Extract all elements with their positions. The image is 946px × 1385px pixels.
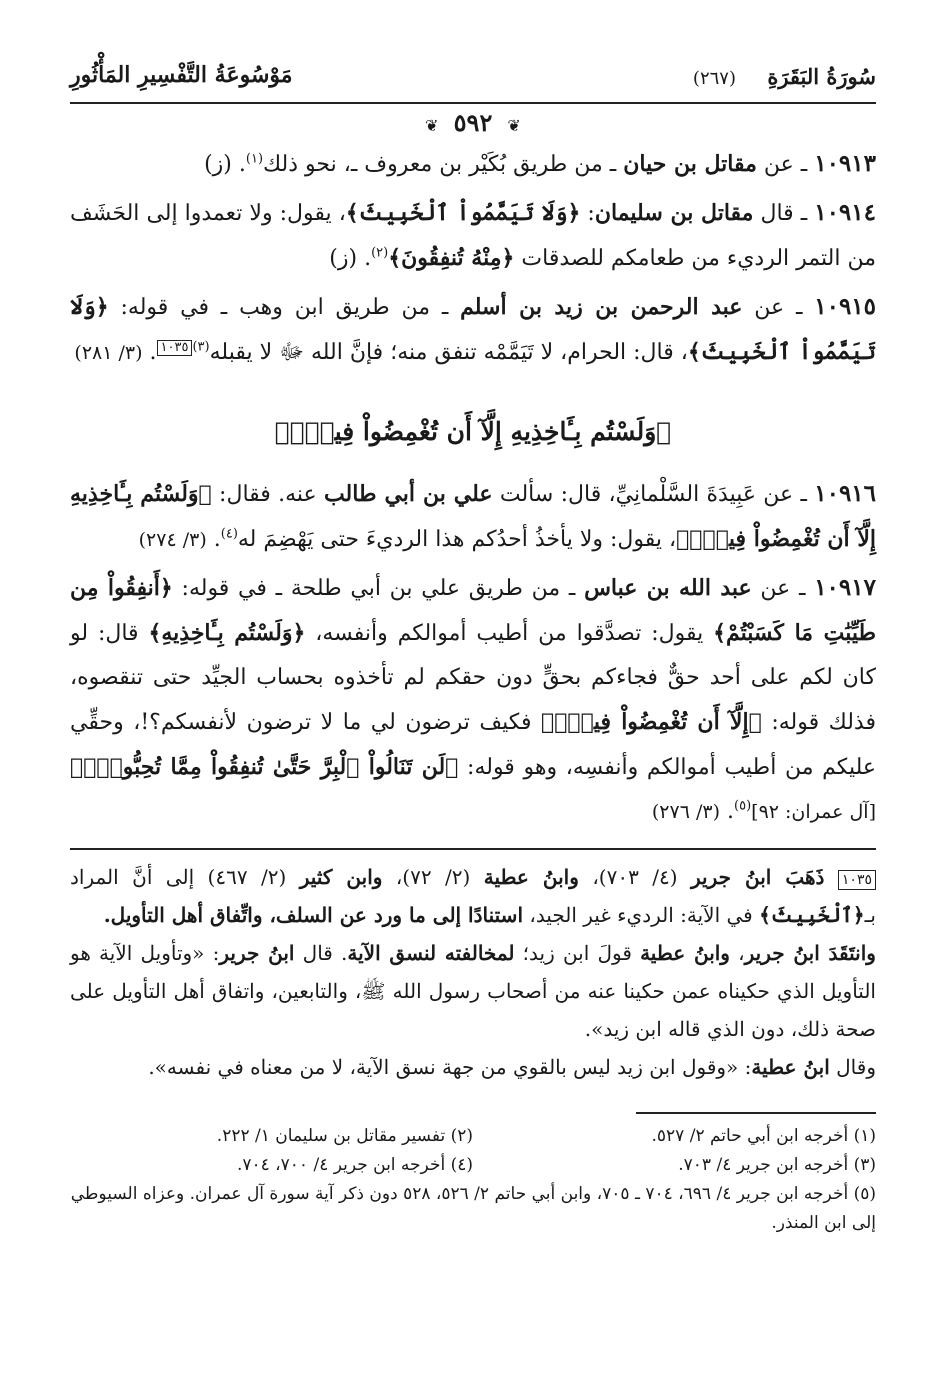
surah-title: سُورَةُ البَقَرَةِ	[767, 64, 876, 89]
volume-ref: (٣/ ٢٧٦)	[651, 801, 720, 823]
bold-name: مقاتل بن حيان	[623, 151, 757, 177]
text-run: . (ز)	[204, 152, 246, 177]
text-run: في الآية: الرديء غير الجيد،	[523, 903, 760, 927]
entry-number: ١٠٩١٧	[814, 574, 876, 601]
text-run: ، يقول: ولا تعمدوا إلى الحَشَف من التمر الرديء من طعامكم للصدقات	[70, 201, 876, 271]
page-number-row	[70, 108, 876, 142]
text-run: : «وقول ابن زيد ليس بالقوي من جهة نسق الآية، لا من معناه في نفسه».	[148, 1055, 752, 1079]
ayah-heading: ﴿وَلَسْتُم بِـَٔاخِذِيهِ إِلَّآ أَن تُغْمِضُواْ فِيهِۚ﴾	[274, 417, 672, 446]
footnote-4: (٤) أخرجه ابن جرير ٤/ ٧٠٠، ٧٠٤.	[236, 1154, 473, 1175]
narrations-block-2	[70, 472, 876, 834]
narration-entry	[70, 142, 876, 187]
footnote-1: (١) أخرجه ابن أبي حاتم ٢/ ٥٢٧.	[651, 1125, 876, 1146]
bold-name: ابنُ جرير	[219, 941, 295, 965]
surah-number: (٢٦٧)	[692, 68, 736, 89]
volume-ref: (٣/ ٢٨١)	[74, 342, 143, 364]
text-run: ـ من طريق بُكَيْر بن معروف ـ، نحو ذلك	[263, 152, 624, 177]
footnote-2: (٢) تفسير مقاتل بن سليمان ١/ ٢٢٢.	[216, 1125, 473, 1146]
text-run	[824, 865, 837, 889]
commentary-block	[70, 858, 876, 1086]
text-run: ـ عن	[756, 152, 815, 177]
bold-name: وابنُ عطية	[640, 941, 730, 965]
text-run: .	[142, 340, 157, 365]
bold-name: استنادًا إلى ما ورد عن السلف، واتِّفاق أهل التأويل.	[103, 903, 523, 927]
footnote-marker: (٣)	[192, 339, 210, 355]
commentary-paragraph	[70, 934, 876, 1048]
commentary-ref-box: ١٠٣٥	[838, 870, 876, 890]
narration-entry	[70, 566, 876, 834]
footnote-3: (٣) أخرجه ابن جرير ٤/ ٧٠٣.	[678, 1154, 876, 1175]
entry-number: ١٠٩١٦	[814, 480, 877, 507]
bold-name: عبد الله بن عباس	[584, 575, 752, 601]
quran-quote: ﴿وَلَا تَيَمَّمُواْ ٱلْخَبِيثَ﴾	[70, 294, 876, 365]
quran-quote: ﴿إِلَّآ أَن تُغْمِضُواْ فِيهِۚ﴾	[541, 709, 762, 735]
text-run: وقال	[829, 1055, 876, 1079]
book-title: مَوْسُوعَةُ التَّفْسِيرِ المَأْثُورِ	[70, 62, 293, 88]
ornament-icon: ❦	[425, 116, 439, 135]
bold-name: وانتَقَدَ ابنُ جرير	[744, 941, 876, 965]
bold-name: وابنُ عطية	[483, 865, 579, 889]
text-run: . قال	[294, 941, 348, 965]
bold-name: عبد الرحمن بن زيد بن أسلم	[460, 294, 743, 320]
text-run: قولَ ابن زيد؛	[514, 941, 641, 965]
text-run: فكيف ترضون لي ما لا ترضون لأنفسكم؟!، وحقِّي عليكم من أطيب أموالكم وأنفسِه، وهو قوله:	[70, 710, 877, 780]
text-run: .	[206, 527, 221, 552]
text-run: ،	[729, 941, 745, 965]
narrations-block	[70, 142, 876, 375]
text-run: ـ عن عَبِيدَةَ السَّلْمانِيِّ، قال: سألت	[492, 482, 815, 507]
text-run: .	[720, 799, 734, 824]
quran-quote: ﴿وَلَسْتُم بِـَٔاخِذِيهِ﴾	[148, 620, 306, 646]
bold-name: علي بن أبي طالب	[323, 481, 493, 507]
running-header	[70, 58, 876, 104]
bold-name: لمخالفته لنسق الآية	[347, 941, 515, 965]
entry-number: ١٠٩١٣	[814, 150, 876, 177]
commentary-ref-box: ١٠٣٥	[157, 340, 193, 356]
footnote-marker: (٤)	[220, 526, 238, 542]
commentary-paragraph	[70, 1048, 876, 1086]
page	[70, 58, 876, 1345]
text-run: : «وتأويل الآية هو التأويل الذي حكيناه عمن حكينا عنه من أصحاب رسول الله ﷺ، والتابعين، واتفاق أهل التأويل على صحة ذلك، دون الذي قاله ابن زيد».	[70, 941, 876, 1041]
text-run: ـ من طريق ابن وهب ـ في قوله:	[108, 295, 461, 320]
bold-name: مقاتل بن سليمان	[594, 200, 754, 226]
ornament-icon: ❦	[507, 116, 521, 135]
bold-name: ابنُ عطية	[751, 1055, 830, 1079]
text-run: (٢/ ٤٦٧) إلى أنَّ المراد بـ	[70, 865, 876, 927]
text-run: (٢/ ٧٢)،	[382, 865, 484, 889]
page-number: ٥٩٢	[453, 108, 493, 137]
narration-entry	[70, 191, 876, 281]
quran-quote: ﴿مِنْهُ تُنفِقُونَ﴾	[388, 245, 515, 271]
text-run: ، قال: الحرام، لا تَيَمَّمْه تنفق منه؛ فإنَّ الله ﷻ لا يقبله	[209, 340, 688, 365]
text-run: ـ قال	[753, 201, 815, 226]
commentary-paragraph	[70, 858, 876, 934]
quran-quote: ﴿وَلَسْتُم بِـَٔاخِذِيهِ إِلَّآ أَن تُغْمِضُواْ فِيهِۚ﴾	[70, 481, 876, 552]
text-run: ـ من طريق علي بن أبي طلحة ـ في قوله:	[172, 576, 585, 601]
text-run: عنه. فقال:	[211, 482, 324, 507]
entry-number: ١٠٩١٤	[814, 199, 876, 226]
text-run: قال: لو كان لكم على أحد حقٌّ فجاءكم بحقٍّ دون حقكم لم تأخذوه بحساب الجيِّد حتى تنقصوه، فذلك قوله:	[70, 621, 876, 735]
text-run: ـ عن	[742, 295, 815, 320]
text-run: ، يقول: ولا يأخذُ أحدُكم هذا الرديءَ حتى يَهْضِمَ له	[237, 527, 677, 552]
footnote-marker: (٢)	[371, 245, 389, 261]
footnote-marker: (١)	[245, 151, 264, 167]
footnote-marker: (٥)	[734, 798, 752, 814]
commentary-separator	[70, 848, 876, 850]
text-run: (٤/ ٧٠٣)،	[578, 865, 691, 889]
entry-number: ١٠٩١٥	[814, 293, 877, 320]
narration-entry	[70, 472, 876, 562]
quran-quote: ﴿لَن تَنَالُواْ ٱلْبِرَّ حَتَّىٰ تُنفِقُواْ مِمَّا تُحِبُّونَۚ﴾	[70, 754, 459, 780]
narration-entry	[70, 285, 876, 375]
text-run: يقول: تصدَّقوا من أطيب أموالكم وأنفسه،	[305, 621, 714, 646]
bold-name: ذَهَبَ ابنُ جرير	[690, 865, 825, 889]
quran-quote: ﴿ٱلْخَبِيثَ﴾	[759, 903, 865, 927]
volume-ref: [آل عمران: ٩٢]	[751, 801, 876, 823]
text-run: ـ عن	[751, 576, 815, 601]
quran-quote: ﴿وَلَا تَيَمَّمُواْ ٱلْخَبِيثَ﴾	[345, 200, 581, 226]
bold-name: وابن كثير	[299, 865, 383, 889]
text-run: :	[580, 201, 595, 226]
footnote-separator	[636, 1112, 876, 1114]
footnotes	[70, 1122, 876, 1238]
footnote-5: (٥) أخرجه ابن جرير ٤/ ٦٩٦، ٧٠٤ ـ ٧٠٥، وابن أبي حاتم ٢/ ٥٢٦، ٥٢٨ دون ذكر آية سورة آل عمران. وعزاه السيوطي إلى ابن المنذر.	[70, 1183, 876, 1233]
text-run: . (ز)	[329, 246, 372, 271]
volume-ref: (٣/ ٢٧٤)	[138, 529, 207, 551]
quran-quote: ﴿أَنفِقُواْ مِن طَيِّبَٰتِ مَا كَسَبْتُمْ﴾	[70, 575, 877, 646]
